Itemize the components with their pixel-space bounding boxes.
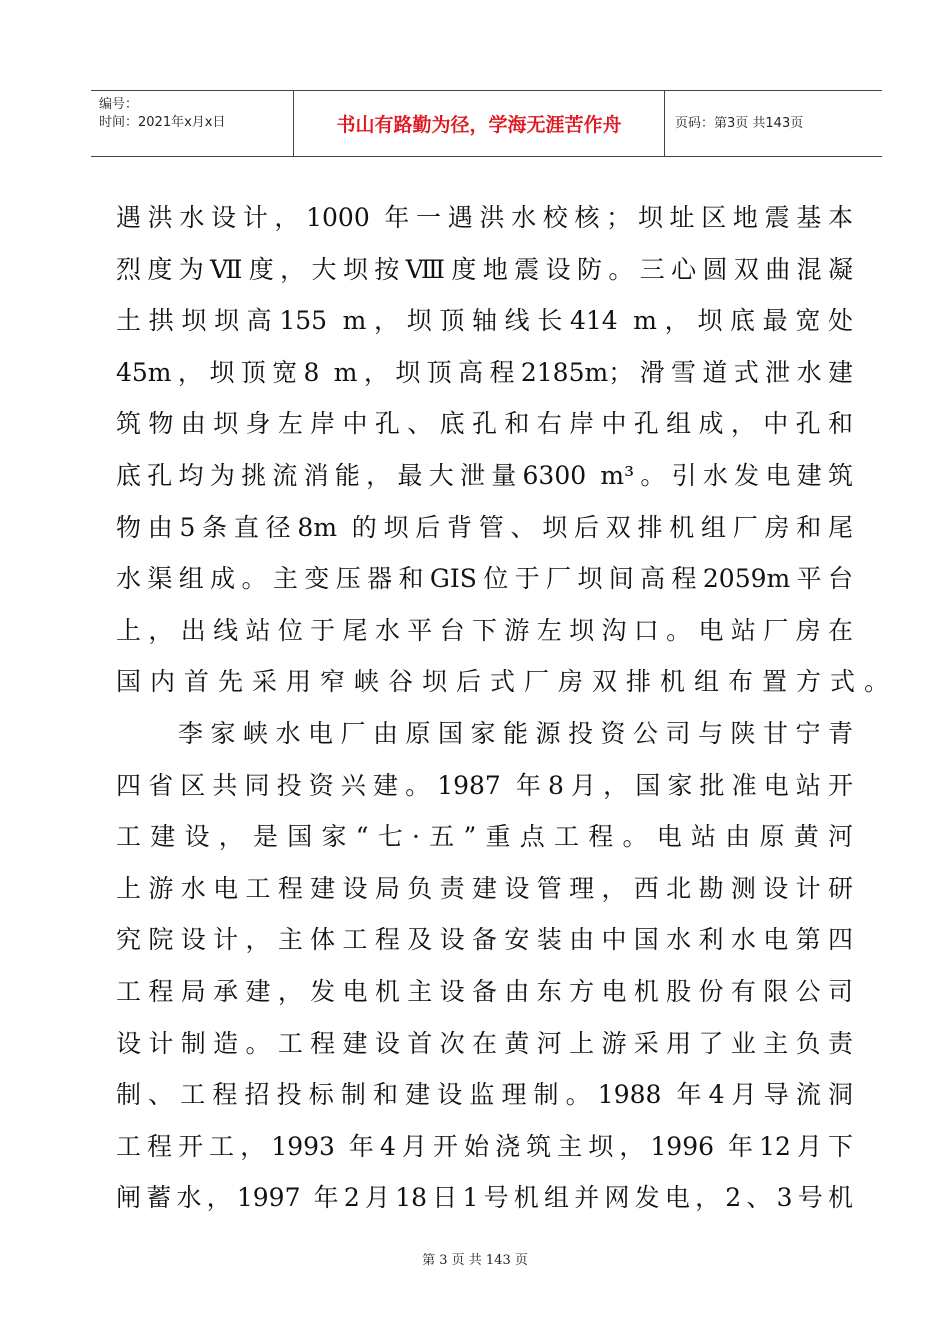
body-line: 底孔均为挑流消能，最大泄量6300 m³。引水发电建筑 [116,460,853,490]
document-time-label: 时间：2021年x月x日 [99,115,226,130]
body-line: 烈度为Ⅶ度，大坝按Ⅷ度地震设防。三心圆双曲混凝 [116,254,853,284]
header-motto-cell [293,91,665,156]
header-meta-cell [91,91,293,156]
page-header [91,90,882,157]
body-line: 工建设，是国家“七·五”重点工程。电站由原黄河 [116,822,853,852]
body-line: 上，出线站位于尾水平台下游左坝沟口。电站厂房在 [116,615,853,645]
document-number-label: 编号： [99,97,139,112]
body-line: 工程开工，1993 年4月开始浇筑主坝，1996 年12月下 [116,1131,853,1161]
body-line: 究院设计，主体工程及设备安装由中国水利水电第四 [116,925,853,955]
body-line: 45m，坝顶宽8 m，坝顶高程2185m；滑雪道式泄水建 [116,357,853,387]
header-motto: 书山有路勤为径，学海无涯苦作舟 [336,114,622,136]
page-footer: 第 3 页 共 143 页 [422,1253,528,1268]
body-line: 水渠组成。主变压器和GIS位于厂坝间高程2059m平台 [116,564,853,594]
body-line: 制、工程招投标制和建设监理制。1988 年4月导流洞 [116,1080,853,1110]
body-line: 物由5条直径8m 的坝后背管、坝后双排机组厂房和尾 [116,512,853,542]
body-line-paragraph-end: 国内首先采用窄峡谷坝后式厂房双排机组布置方式。 [116,667,899,697]
body-line: 工程局承建，发电机主设备由东方电机股份有限公司 [116,976,853,1006]
body-line-paragraph-start: 李家峡水电厂由原国家能源投资公司与陕甘宁青 [178,718,853,748]
body-line: 土拱坝坝高155 m，坝顶轴线长414 m，坝底最宽处 [116,306,853,336]
body-line: 四省区共同投资兴建。1987 年8月，国家批准电站开 [116,770,853,800]
header-page-cell [665,91,882,156]
body-line: 上游水电工程建设局负责建设管理，西北勘测设计研 [116,873,853,903]
body-line: 闸蓄水，1997 年2月18日1号机组并网发电，2、3号机 [116,1183,853,1213]
document-body [116,192,899,1224]
header-page-label: 页码：第3页 共143页 [675,116,804,131]
body-line: 设计制造。工程建设首次在黄河上游采用了业主负责 [116,1028,853,1058]
body-line: 遇洪水设计，1000 年一遇洪水校核；坝址区地震基本 [116,203,853,232]
body-line: 筑物由坝身左岸中孔、底孔和右岸中孔组成，中孔和 [116,409,853,439]
